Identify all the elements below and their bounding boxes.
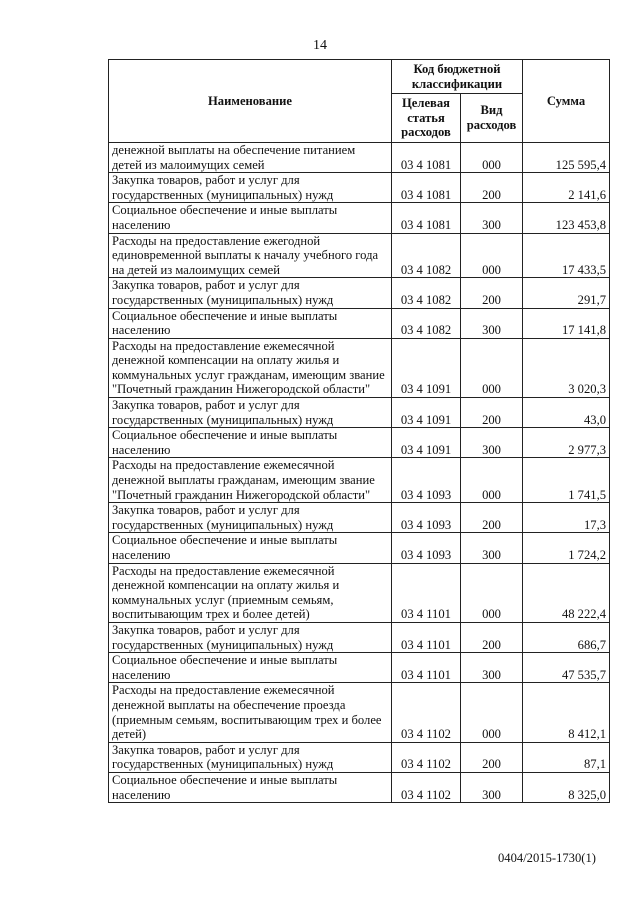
table-row bbox=[109, 653, 610, 683]
expense-name: Расходы на предоставление ежемесячной денежной выплаты гражданам, имеющим звание "Почетный гражданин Нижегородской области" bbox=[109, 458, 392, 503]
target-article-code: 03 4 1093 bbox=[392, 533, 461, 563]
expense-name: Закупка товаров, работ и услуг для государственных (муниципальных) нужд bbox=[109, 173, 392, 203]
target-article-code: 03 4 1102 bbox=[392, 772, 461, 802]
target-article-code: 03 4 1091 bbox=[392, 338, 461, 397]
expense-type-code: 200 bbox=[461, 503, 523, 533]
expense-name: Расходы на предоставление ежемесячной денежной выплаты на обеспечение проезда (приемным семьям, воспитывающим трех и более детей) bbox=[109, 683, 392, 742]
target-article-code: 03 4 1081 bbox=[392, 203, 461, 233]
table-row bbox=[109, 503, 610, 533]
amount: 48 222,4 bbox=[523, 563, 610, 622]
expense-name: Расходы на предоставление ежемесячной денежной компенсации на оплату жилья и коммунальных услуг (приемным семьям, воспитывающим трех и более детей) bbox=[109, 563, 392, 622]
expense-name: Социальное обеспечение и иные выплаты населению bbox=[109, 308, 392, 338]
header-expense-type: Вид расходов bbox=[461, 94, 523, 143]
amount: 686,7 bbox=[523, 622, 610, 652]
expense-name: Расходы на предоставление ежемесячной денежной компенсации на оплату жилья и коммунальных услуг гражданам, имеющим звание "Почетный гражданин Нижегородской области" bbox=[109, 338, 392, 397]
table-row bbox=[109, 458, 610, 503]
header-name: Наименование bbox=[109, 60, 392, 143]
header-target-article: Целевая статья расходов bbox=[392, 94, 461, 143]
table-row bbox=[109, 233, 610, 278]
table-row bbox=[109, 308, 610, 338]
target-article-code: 03 4 1082 bbox=[392, 308, 461, 338]
table-row bbox=[109, 142, 610, 172]
target-article-code: 03 4 1081 bbox=[392, 173, 461, 203]
amount: 123 453,8 bbox=[523, 203, 610, 233]
table-row bbox=[109, 742, 610, 772]
expense-type-code: 000 bbox=[461, 233, 523, 278]
expense-name: Закупка товаров, работ и услуг для государственных (муниципальных) нужд bbox=[109, 503, 392, 533]
expense-type-code: 200 bbox=[461, 398, 523, 428]
target-article-code: 03 4 1102 bbox=[392, 683, 461, 742]
amount: 3 020,3 bbox=[523, 338, 610, 397]
expense-type-code: 200 bbox=[461, 173, 523, 203]
amount: 8 325,0 bbox=[523, 772, 610, 802]
expense-name: Социальное обеспечение и иные выплаты населению bbox=[109, 428, 392, 458]
page-number: 14 bbox=[313, 38, 327, 53]
expense-type-code: 000 bbox=[461, 458, 523, 503]
target-article-code: 03 4 1081 bbox=[392, 142, 461, 172]
expense-type-code: 300 bbox=[461, 653, 523, 683]
table-row bbox=[109, 338, 610, 397]
table-row bbox=[109, 278, 610, 308]
target-article-code: 03 4 1091 bbox=[392, 398, 461, 428]
target-article-code: 03 4 1093 bbox=[392, 503, 461, 533]
amount: 47 535,7 bbox=[523, 653, 610, 683]
expense-name: Расходы на предоставление ежегодной единовременной выплаты к началу учебного года на детей из малоимущих семей bbox=[109, 233, 392, 278]
expense-name: Социальное обеспечение и иные выплаты населению bbox=[109, 203, 392, 233]
expense-type-code: 200 bbox=[461, 622, 523, 652]
expense-name: Социальное обеспечение и иные выплаты населению bbox=[109, 772, 392, 802]
target-article-code: 03 4 1091 bbox=[392, 428, 461, 458]
table-row bbox=[109, 683, 610, 742]
header-sum: Сумма bbox=[523, 60, 610, 143]
expense-name: Закупка товаров, работ и услуг для государственных (муниципальных) нужд bbox=[109, 398, 392, 428]
amount: 125 595,4 bbox=[523, 142, 610, 172]
expense-name: Закупка товаров, работ и услуг для государственных (муниципальных) нужд bbox=[109, 742, 392, 772]
expense-name: денежной выплаты на обеспечение питанием детей из малоимущих семей bbox=[109, 142, 392, 172]
expense-type-code: 300 bbox=[461, 533, 523, 563]
table-row bbox=[109, 563, 610, 622]
expense-name: Социальное обеспечение и иные выплаты населению bbox=[109, 533, 392, 563]
target-article-code: 03 4 1101 bbox=[392, 622, 461, 652]
expense-type-code: 000 bbox=[461, 338, 523, 397]
expense-type-code: 200 bbox=[461, 278, 523, 308]
header-classification: Код бюджетной классификации bbox=[392, 60, 523, 94]
expense-name: Закупка товаров, работ и услуг для государственных (муниципальных) нужд bbox=[109, 278, 392, 308]
amount: 1 724,2 bbox=[523, 533, 610, 563]
expense-name: Закупка товаров, работ и услуг для государственных (муниципальных) нужд bbox=[109, 622, 392, 652]
document-code: 0404/2015-1730(1) bbox=[498, 851, 596, 865]
target-article-code: 03 4 1101 bbox=[392, 563, 461, 622]
table-row bbox=[109, 533, 610, 563]
table-row bbox=[109, 622, 610, 652]
expense-type-code: 000 bbox=[461, 683, 523, 742]
expense-type-code: 200 bbox=[461, 742, 523, 772]
target-article-code: 03 4 1101 bbox=[392, 653, 461, 683]
amount: 8 412,1 bbox=[523, 683, 610, 742]
expense-type-code: 300 bbox=[461, 428, 523, 458]
amount: 17,3 bbox=[523, 503, 610, 533]
target-article-code: 03 4 1102 bbox=[392, 742, 461, 772]
expense-name: Социальное обеспечение и иные выплаты населению bbox=[109, 653, 392, 683]
target-article-code: 03 4 1093 bbox=[392, 458, 461, 503]
table-row bbox=[109, 428, 610, 458]
expense-type-code: 000 bbox=[461, 563, 523, 622]
amount: 2 977,3 bbox=[523, 428, 610, 458]
target-article-code: 03 4 1082 bbox=[392, 278, 461, 308]
expense-type-code: 300 bbox=[461, 308, 523, 338]
table-row bbox=[109, 772, 610, 802]
table-row bbox=[109, 173, 610, 203]
expense-type-code: 000 bbox=[461, 142, 523, 172]
amount: 17 141,8 bbox=[523, 308, 610, 338]
table-row bbox=[109, 203, 610, 233]
budget-table bbox=[108, 59, 610, 803]
amount: 87,1 bbox=[523, 742, 610, 772]
amount: 17 433,5 bbox=[523, 233, 610, 278]
expense-type-code: 300 bbox=[461, 203, 523, 233]
target-article-code: 03 4 1082 bbox=[392, 233, 461, 278]
amount: 2 141,6 bbox=[523, 173, 610, 203]
amount: 43,0 bbox=[523, 398, 610, 428]
expense-type-code: 300 bbox=[461, 772, 523, 802]
table-header bbox=[109, 60, 610, 143]
amount: 1 741,5 bbox=[523, 458, 610, 503]
amount: 291,7 bbox=[523, 278, 610, 308]
table-row bbox=[109, 398, 610, 428]
table-body bbox=[109, 142, 610, 802]
